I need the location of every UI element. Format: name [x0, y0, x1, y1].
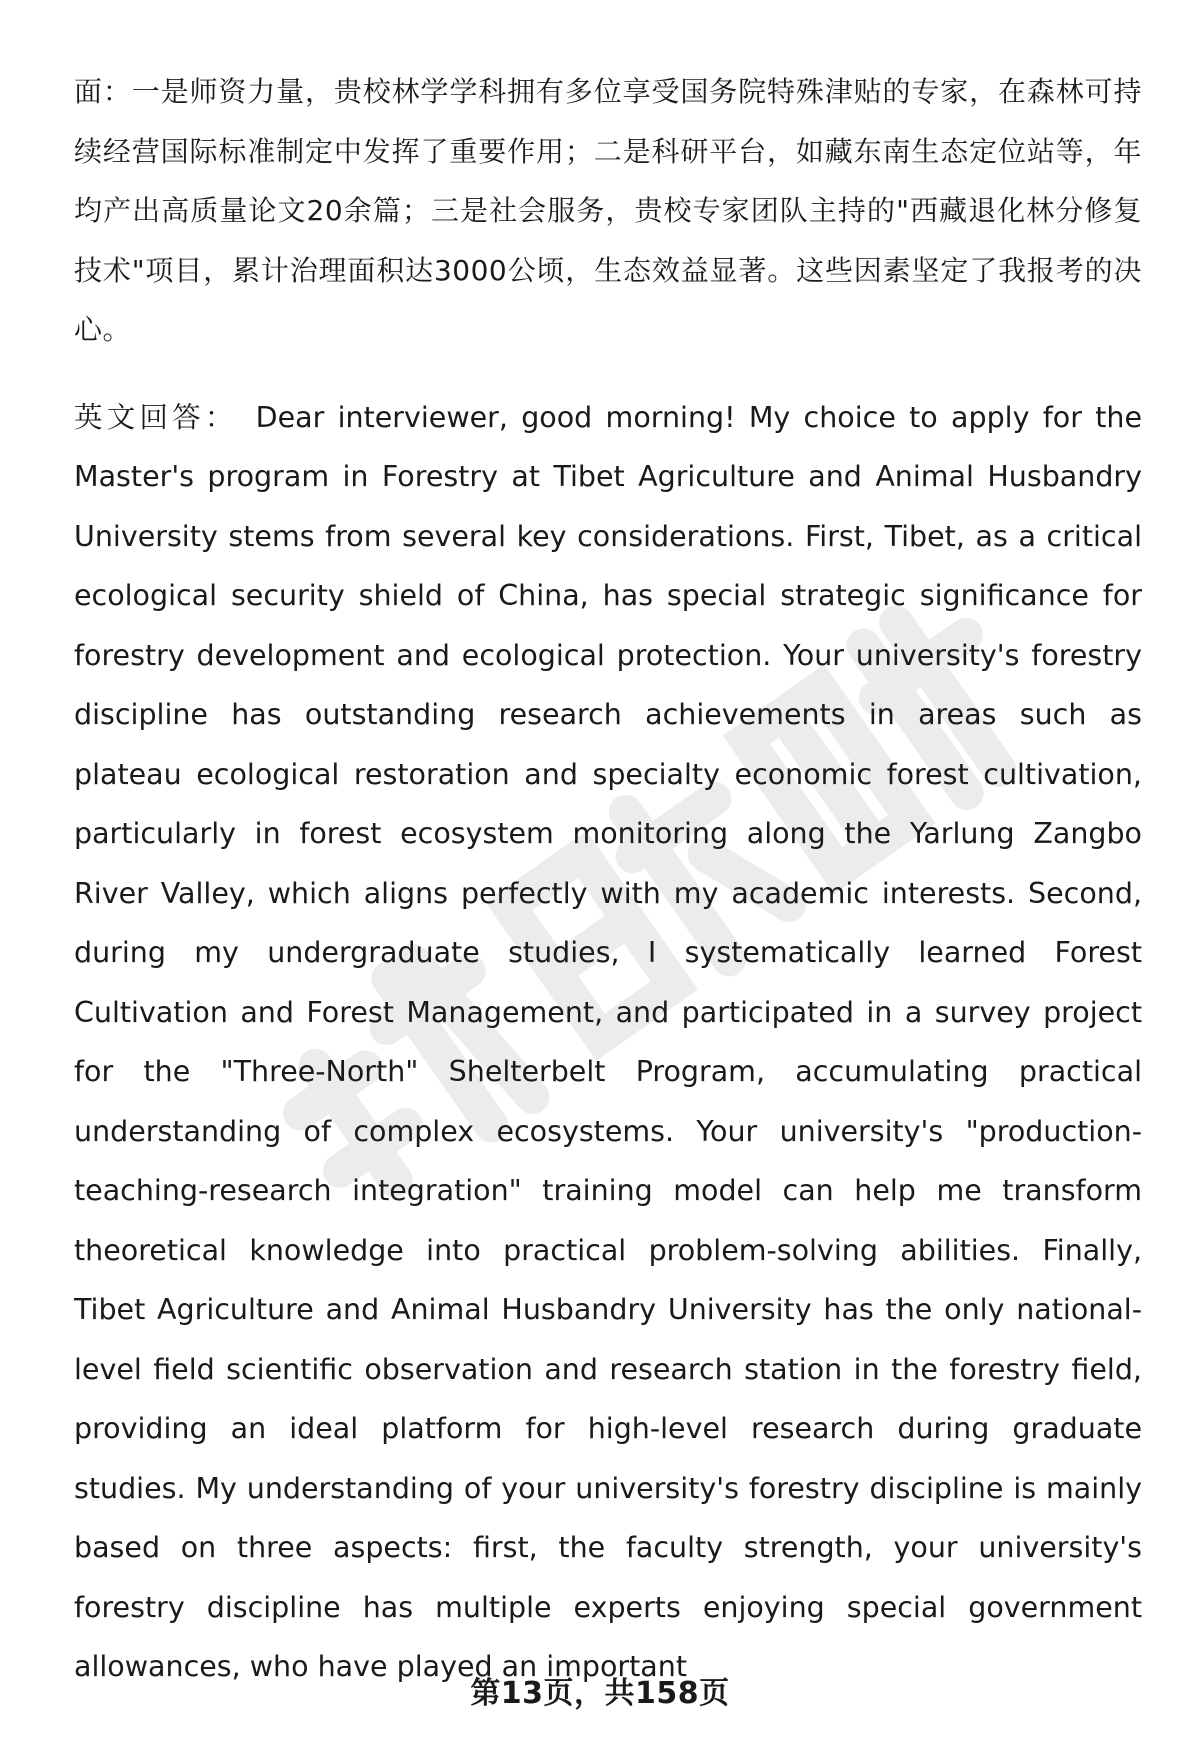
english-answer-label: 英文回答：	[74, 400, 238, 434]
english-answer-text: Dear interviewer, good morning! My choice to apply for the Master's program in Forestry at Tibet Agriculture and Animal Husbandry University stems from several key considerations. First, Tibet, as a critical ecological security shield of China, has special strategic significance for forestry development and ecological protection. Your university's forestry discipline has outstanding research achievements in areas such as plateau ecological restoration and specialty economic forest cultivation, particularly in forest ecosystem monitoring along the Yarlung Zangbo River Valley, which aligns perfectly with my academic interests. Second, during my undergraduate studies, I systematically learned Forest Cultivation and Forest Management, and participated in a survey project for the "Three-North" Shelterbelt Program, accumulating practical understanding of complex ecosystems. Your university's "production-teaching-research integration" training model can help me transform theoretical knowledge into practical problem-solving abilities. Finally, Tibet Agriculture and Animal Husbandry University has the only national-level field scientific observation and research station in the forestry field, providing an ideal platform for high-level research during graduate studies. My understanding of your university's forestry discipline is mainly based on three aspects: first, the faculty strength, your university's forestry discipline has multiple experts enjoying special government allowances, who have played an important	[74, 400, 1142, 1683]
chinese-answer-paragraph: 面：一是师资力量，贵校林学学科拥有多位享受国务院特殊津贴的专家，在森林可持续经营国际标准制定中发挥了重要作用；二是科研平台，如藏东南生态定位站等，年均产出高质量论文20余篇；三是社会服务，贵校专家团队主持的"西藏退化林分修复技术"项目，累计治理面积达3000公顷，生态效益显著。这些因素坚定了我报考的决心。	[74, 75, 1142, 346]
english-answer-paragraph	[74, 388, 1142, 1697]
document-body	[74, 62, 1142, 1697]
page-number: 第13页，共158页	[470, 1676, 730, 1711]
